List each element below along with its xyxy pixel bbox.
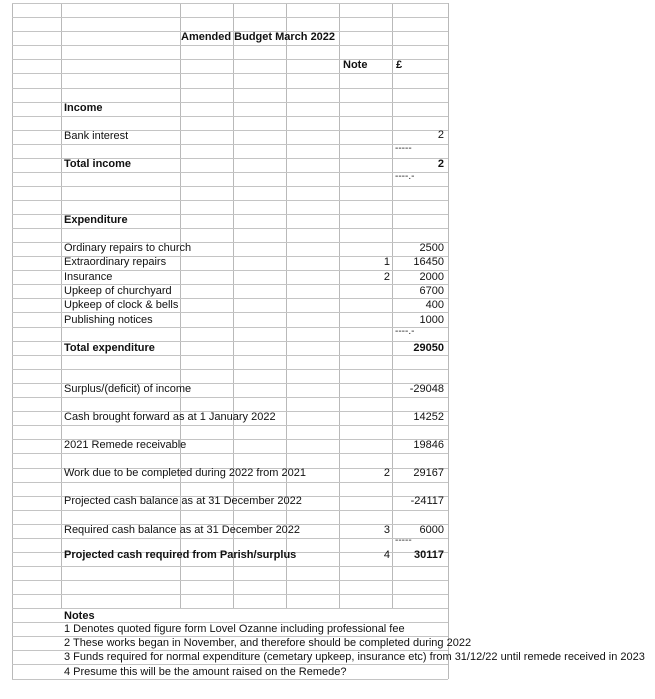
expenditure-heading: Expenditure xyxy=(64,214,128,226)
note-item: 2 These works began in November, and therefore should be completed during 2022 xyxy=(64,637,472,650)
grid-line xyxy=(286,3,287,609)
summary-item-amount: -24117 xyxy=(410,495,444,507)
summary-item-label: Required cash balance as at 31 December 2022 xyxy=(64,524,301,536)
grid-line xyxy=(12,369,448,370)
expenditure-item-label: Publishing notices xyxy=(64,313,153,326)
bank-interest-amount: 2 xyxy=(437,129,444,141)
expenditure-item-label: Insurance xyxy=(64,270,113,283)
page-title: Amended Budget March 2022 xyxy=(181,31,336,43)
total-income-amount: 2 xyxy=(437,158,444,170)
total-expenditure-amount: 29050 xyxy=(413,342,444,354)
grid-line xyxy=(12,594,448,595)
grid-line xyxy=(12,397,448,398)
notes-heading: Notes xyxy=(64,610,95,622)
grid-line xyxy=(12,327,448,328)
expenditure-item-label: Ordinary repairs to church xyxy=(64,242,192,254)
grid-line xyxy=(12,73,448,74)
grid-line xyxy=(12,679,448,680)
grid-line xyxy=(61,3,62,609)
grid-line xyxy=(12,45,448,46)
projected-note: 4 xyxy=(383,549,390,561)
summary-item-label: Projected cash balance as at 31 December 2022 xyxy=(64,495,302,507)
expenditure-item-label: Upkeep of clock & bells xyxy=(64,299,179,312)
note-item: 3 Funds required for normal expenditure (cemetary upkeep, insurance etc) from 31/12/22 until remede received in 2023 xyxy=(64,651,645,664)
grid-line xyxy=(12,116,448,117)
summary-item-amount: 6000 xyxy=(419,524,444,536)
total-income-label: Total income xyxy=(64,158,132,170)
grid-line xyxy=(12,482,448,483)
bank-interest-label: Bank interest xyxy=(64,130,129,142)
dash-separator: ----.- xyxy=(395,326,415,337)
expenditure-item-amount: 2500 xyxy=(419,242,444,254)
dash-separator: ----.- xyxy=(395,171,415,182)
summary-item-label: 2021 Remede receivable xyxy=(64,439,187,451)
summary-item-amount: -29048 xyxy=(409,383,444,395)
note-item: 4 Presume this will be the amount raised on the Remede? xyxy=(64,665,347,678)
expenditure-item-label: Upkeep of churchyard xyxy=(64,284,172,297)
grid-line xyxy=(12,510,448,511)
grid-line xyxy=(339,3,340,609)
summary-item-label: Surplus/(deficit) of income xyxy=(64,383,192,395)
summary-item-label: Work due to be completed during 2022 from 2021 xyxy=(64,467,306,479)
grid-line xyxy=(12,144,448,145)
note-header: Note xyxy=(343,59,368,71)
summary-item-amount: 14252 xyxy=(413,411,444,423)
grid-line xyxy=(12,3,448,4)
amount-header: £ xyxy=(396,59,403,71)
grid-line xyxy=(448,3,449,679)
grid-line xyxy=(392,3,393,609)
grid-line xyxy=(180,3,181,609)
expenditure-item-note: 2 xyxy=(383,270,390,283)
grid-line xyxy=(12,566,448,567)
grid-line xyxy=(12,425,448,426)
dash-separator: ----- xyxy=(395,535,412,546)
note-item: 1 Denotes quoted figure form Lovel Ozanne including professional fee xyxy=(64,623,405,635)
expenditure-item-amount: 16450 xyxy=(413,256,444,269)
expenditure-item-label: Extraordinary repairs xyxy=(64,256,167,269)
projected-label: Projected cash required from Parish/surplus xyxy=(64,549,297,561)
summary-item-note: 3 xyxy=(383,524,390,536)
expenditure-item-amount: 400 xyxy=(425,299,444,312)
expenditure-item-amount: 1000 xyxy=(419,313,444,326)
grid-line xyxy=(12,186,448,187)
grid-line xyxy=(12,453,448,454)
grid-line xyxy=(12,355,448,356)
grid-line xyxy=(12,59,448,60)
grid-line xyxy=(12,580,448,581)
grid-line xyxy=(12,88,448,89)
total-expenditure-label: Total expenditure xyxy=(64,342,155,354)
projected-amount: 30117 xyxy=(414,549,444,561)
summary-item-amount: 19846 xyxy=(413,439,444,451)
grid-line xyxy=(12,17,448,18)
expenditure-item-amount: 6700 xyxy=(419,284,444,297)
summary-item-label: Cash brought forward as at 1 January 2022 xyxy=(64,411,276,423)
expenditure-item-amount: 2000 xyxy=(419,270,444,283)
grid-line xyxy=(12,172,448,173)
grid-line xyxy=(12,228,448,229)
dash-separator: ----- xyxy=(395,143,412,154)
expenditure-item-note: 1 xyxy=(383,256,390,269)
summary-item-amount: 29167 xyxy=(413,467,444,479)
income-heading: Income xyxy=(64,102,103,114)
grid-line xyxy=(12,538,448,539)
grid-line xyxy=(233,3,234,609)
grid-line xyxy=(12,200,448,201)
summary-item-note: 2 xyxy=(383,467,390,479)
